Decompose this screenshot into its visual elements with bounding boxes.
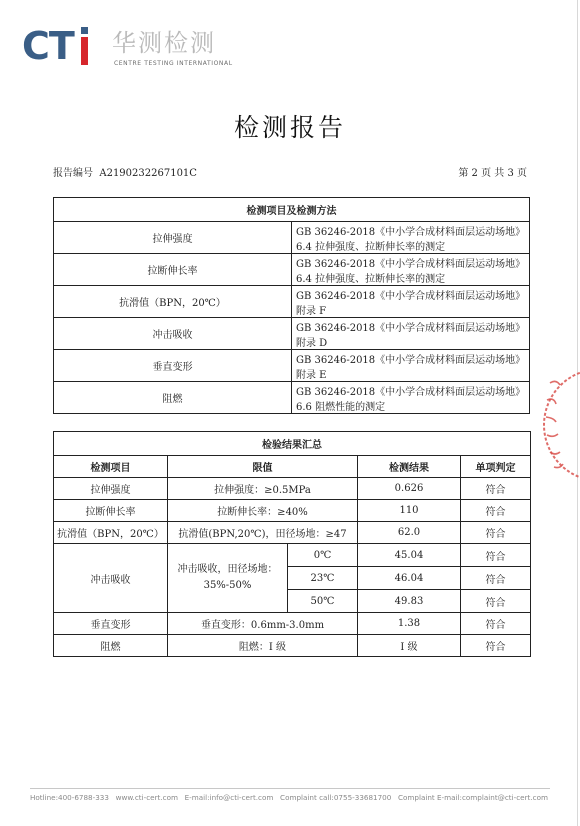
result-item: 拉断伸长率	[54, 500, 168, 522]
result-value: 1.38	[358, 613, 461, 635]
result-judgment: 符合	[461, 635, 531, 657]
column-header: 检测结果	[358, 456, 461, 478]
table-row	[54, 635, 531, 657]
table-row	[54, 350, 530, 382]
results-columns-row	[54, 456, 531, 478]
table-row	[54, 478, 531, 500]
result-judgment: 符合	[461, 522, 531, 544]
method-item: 拉伸强度	[54, 222, 292, 254]
result-judgment: 符合	[461, 567, 531, 590]
method-text: GB 36246-2018《中小学合成材料面层运动场地》6.6 阻燃性能的测定	[292, 382, 530, 414]
report-number	[53, 164, 197, 179]
result-judgment: 符合	[461, 590, 531, 613]
logo-english-name: CENTRE TESTING INTERNATIONAL	[114, 60, 233, 67]
method-text: GB 36246-2018《中小学合成材料面层运动场地》6.4 拉伸强度、拉断伸长率的测定	[292, 222, 530, 254]
result-value: I 级	[358, 635, 461, 657]
result-judgment: 符合	[461, 478, 531, 500]
result-value: 0.626	[358, 478, 461, 500]
table-row	[54, 522, 531, 544]
footer-complaint-email[interactable]: Complaint E-mail:complaint@cti-cert.com	[397, 793, 548, 802]
result-judgment: 符合	[461, 613, 531, 635]
result-item: 抗滑值（BPN，20℃）	[54, 522, 168, 544]
method-text: GB 36246-2018《中小学合成材料面层运动场地》6.4 拉伸强度、拉断伸长率的测定	[292, 254, 530, 286]
methods-table	[53, 197, 530, 414]
result-item: 阻燃	[54, 635, 168, 657]
logo-chinese-name: 华测检测	[112, 29, 216, 57]
logo-i-dot	[81, 27, 88, 34]
table-row	[54, 382, 530, 414]
method-item: 阻燃	[54, 382, 292, 414]
results-table	[53, 431, 531, 657]
result-judgment: 符合	[461, 500, 531, 522]
footer-website[interactable]: www.cti-cert.com	[115, 793, 178, 802]
result-limit: 拉伸强度：≥0.5MPa	[168, 478, 358, 500]
method-item: 抗滑值（BPN，20℃）	[54, 286, 292, 318]
result-value: 110	[358, 500, 461, 522]
result-limit: 抗滑值(BPN,20℃)，田径场地：≥47	[168, 522, 358, 544]
result-item: 冲击吸收	[54, 544, 168, 613]
page-title: 检测报告	[233, 113, 346, 142]
footer-hotline: Hotline:400-6788-333	[30, 793, 109, 802]
logo-i-bar	[81, 37, 88, 65]
table-row	[54, 613, 531, 635]
report-number-label: 报告编号	[53, 168, 93, 179]
method-text: GB 36246-2018《中小学合成材料面层运动场地》附录 E	[292, 350, 530, 382]
column-header: 限值	[168, 456, 358, 478]
column-header: 检测项目	[54, 456, 168, 478]
result-temperature: 0℃	[288, 544, 358, 567]
results-header: 检验结果汇总	[54, 432, 531, 456]
result-item: 拉伸强度	[54, 478, 168, 500]
page-info: 第 2 页 共 3 页	[458, 168, 527, 179]
result-value: 62.0	[358, 522, 461, 544]
logo-brand-text: CT	[22, 24, 74, 68]
report-number-value: A2190232267101C	[99, 168, 197, 179]
result-limit: 冲击吸收，田径场地：35%-50%	[168, 544, 288, 613]
result-value: 49.83	[358, 590, 461, 613]
table-row	[54, 286, 530, 318]
method-item: 垂直变形	[54, 350, 292, 382]
results-header-row	[54, 432, 531, 456]
company-logo	[22, 24, 233, 72]
methods-header: 检测项目及检测方法	[54, 198, 530, 222]
table-row	[54, 318, 530, 350]
methods-header-row	[54, 198, 530, 222]
result-temperature: 50℃	[288, 590, 358, 613]
table-row	[54, 500, 531, 522]
method-text: GB 36246-2018《中小学合成材料面层运动场地》附录 D	[292, 318, 530, 350]
result-item: 垂直变形	[54, 613, 168, 635]
table-row	[54, 254, 530, 286]
method-item: 拉断伸长率	[54, 254, 292, 286]
result-limit: 垂直变形：0.6mm-3.0mm	[168, 613, 358, 635]
result-value: 45.04	[358, 544, 461, 567]
footer-email[interactable]: E-mail:info@cti-cert.com	[184, 793, 274, 802]
official-seal-stamp	[538, 355, 580, 495]
footer	[30, 793, 548, 802]
table-row	[54, 222, 530, 254]
footer-divider	[30, 788, 550, 789]
table-row	[54, 544, 531, 567]
column-header: 单项判定	[461, 456, 531, 478]
result-limit: 拉断伸长率：≥40%	[168, 500, 358, 522]
result-judgment: 符合	[461, 544, 531, 567]
footer-complaint-call: Complaint call:0755-33681700	[280, 793, 392, 802]
result-value: 46.04	[358, 567, 461, 590]
result-limit: 阻燃：I 级	[168, 635, 358, 657]
method-item: 冲击吸收	[54, 318, 292, 350]
result-temperature: 23℃	[288, 567, 358, 590]
method-text: GB 36246-2018《中小学合成材料面层运动场地》附录 F	[292, 286, 530, 318]
